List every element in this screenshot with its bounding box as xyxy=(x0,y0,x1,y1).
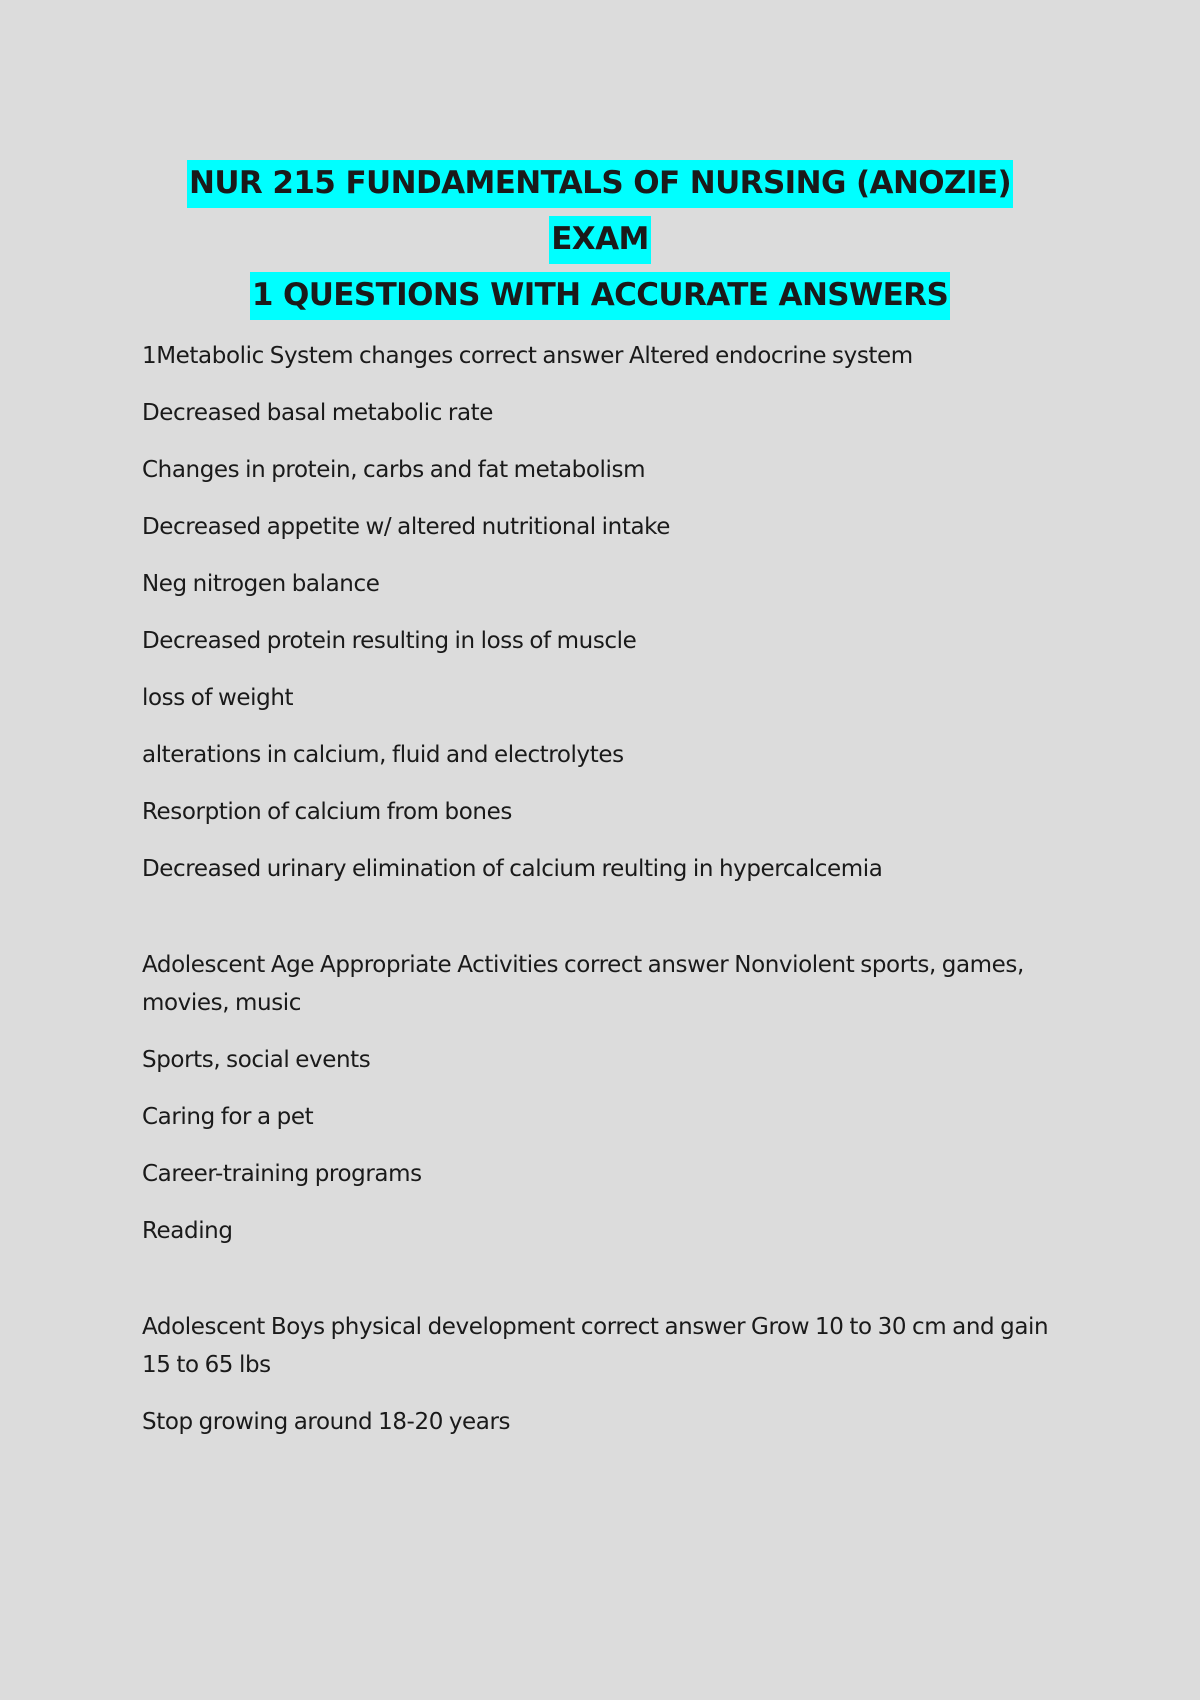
document-title xyxy=(142,155,1058,323)
text-line: Decreased protein resulting in loss of muscle xyxy=(142,628,637,654)
text-line: Neg nitrogen balance xyxy=(142,571,380,597)
text-line: Adolescent Boys physical development correct answer Grow 10 to 30 cm and gain 15 to 65 lbs xyxy=(142,1314,1049,1378)
text-line: 1Metabolic System changes correct answer Altered endocrine system xyxy=(142,343,913,369)
text-line: Caring for a pet xyxy=(142,1104,314,1130)
document-title-line-1: NUR 215 FUNDAMENTALS OF NURSING (ANOZIE) EXAM xyxy=(187,160,1013,264)
text-line: Reading xyxy=(142,1218,233,1244)
section-metabolic-system xyxy=(142,337,1058,888)
text-line: Stop growing around 18-20 years xyxy=(142,1409,511,1435)
text-line: Changes in protein, carbs and fat metabolism xyxy=(142,457,646,483)
text-line: Resorption of calcium from bones xyxy=(142,799,512,825)
text-line: Career-training programs xyxy=(142,1161,422,1187)
document-title-line-2: 1 QUESTIONS WITH ACCURATE ANSWERS xyxy=(250,272,950,320)
text-line: Decreased appetite w/ altered nutritional intake xyxy=(142,514,671,540)
text-line: loss of weight xyxy=(142,685,294,711)
section-adolescent-activities xyxy=(142,946,1058,1250)
text-line: alterations in calcium, fluid and electrolytes xyxy=(142,742,624,768)
text-line: Adolescent Age Appropriate Activities correct answer Nonviolent sports, games, movies, music xyxy=(142,952,1024,1016)
section-adolescent-boys-development xyxy=(142,1308,1058,1441)
text-line: Decreased basal metabolic rate xyxy=(142,400,494,426)
text-line: Sports, social events xyxy=(142,1047,371,1073)
text-line: Decreased urinary elimination of calcium reulting in hypercalcemia xyxy=(142,856,883,882)
